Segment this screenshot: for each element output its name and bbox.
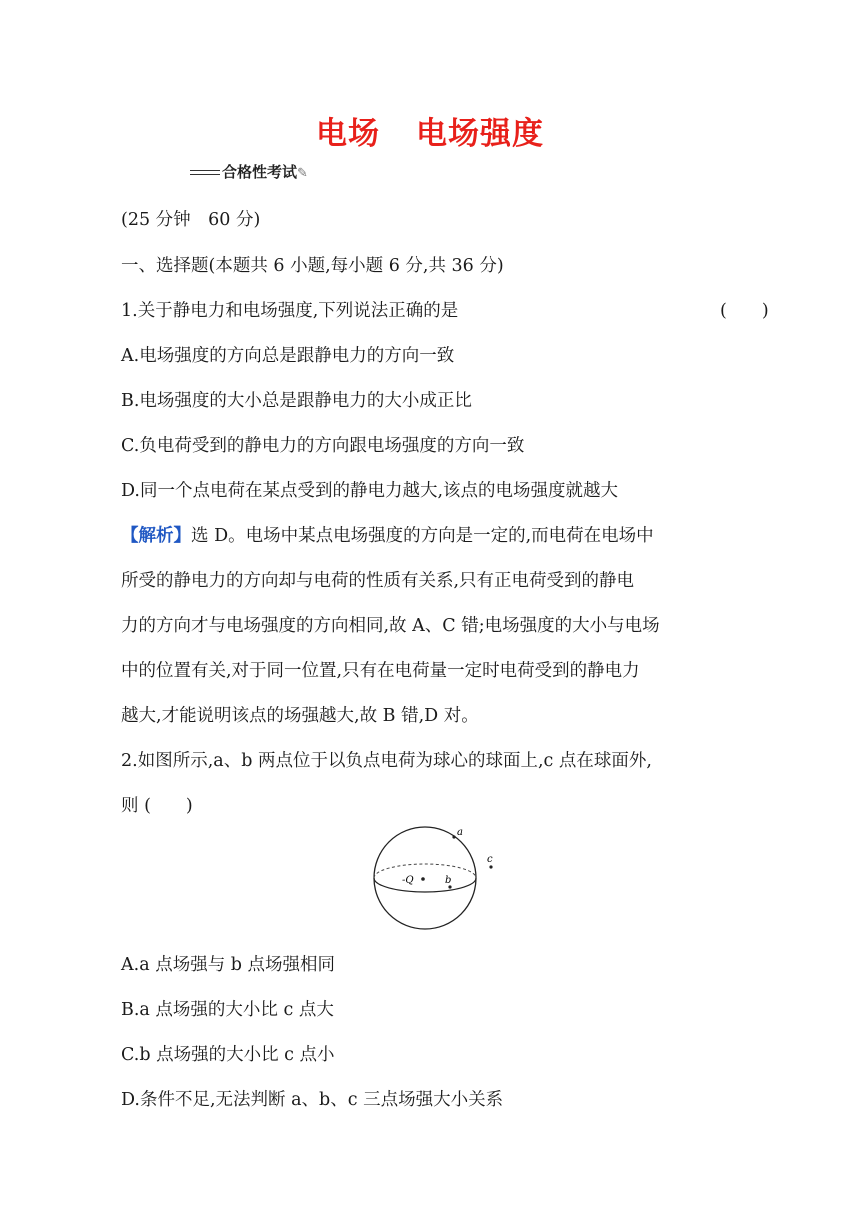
equator-back (374, 864, 476, 878)
analysis-text: 选 D。电场中某点电场强度的方向是一定的,而电荷在电场中 (191, 526, 654, 546)
q2-option-a: A.a 点场强与 b 点场强相同 (121, 955, 336, 975)
q2-option-c: C.b 点场强的大小比 c 点小 (121, 1045, 335, 1065)
page-title (0, 108, 860, 153)
equator-front (374, 878, 476, 892)
q1-option-c: C.负电荷受到的静电力的方向跟电场强度的方向一致 (121, 436, 525, 456)
point-c-dot (489, 865, 492, 868)
label-b: b (445, 875, 452, 886)
label-a: a (457, 827, 463, 838)
sphere-figure (370, 824, 510, 938)
q1-analysis-line-2: 所受的静电力的方向却与电荷的性质有关系,只有正电荷受到的静电 (121, 571, 635, 591)
q1-option-d: D.同一个点电荷在某点受到的静电力越大,该点的电场强度就越大 (121, 481, 619, 501)
double-dash-decoration (190, 170, 220, 175)
q2-stem-line-2: 则 ( ) (121, 796, 193, 816)
q1-option-b: B.电场强度的大小总是跟静电力的大小成正比 (121, 391, 472, 411)
sphere-outline (374, 827, 476, 929)
point-a-dot (452, 835, 455, 838)
q2-option-b: B.a 点场强的大小比 c 点大 (121, 1000, 334, 1020)
pencil-icon: ✎ (297, 166, 308, 181)
time-info: (25 分钟 60 分) (121, 210, 261, 230)
q2-option-d: D.条件不足,无法判断 a、b、c 三点场强大小关系 (121, 1090, 504, 1110)
q1-analysis-line-5: 越大,才能说明该点的场强越大,故 B 错,D 对。 (121, 706, 479, 726)
q1-option-a: A.电场强度的方向总是跟静电力的方向一致 (121, 346, 455, 366)
subtitle (190, 161, 308, 182)
sphere-diagram (370, 824, 510, 934)
subtitle-text: 合格性考试 (222, 163, 298, 181)
label-c: c (487, 854, 493, 865)
q1-analysis-line-1 (121, 522, 654, 547)
q1-stem: 1.关于静电力和电场强度,下列说法正确的是 (121, 301, 459, 321)
title-part1: 电场 (316, 116, 380, 152)
label-center: -Q (402, 875, 414, 886)
q2-stem-line-1: 2.如图所示,a、b 两点位于以负点电荷为球心的球面上,c 点在球面外, (121, 751, 652, 771)
q1-analysis-line-3: 力的方向才与电场强度的方向相同,故 A、C 错;电场强度的大小与电场 (121, 616, 660, 636)
q1-analysis-line-4: 中的位置有关,对于同一位置,只有在电荷量一定时电荷受到的静电力 (121, 661, 640, 681)
analysis-tag: 【解析】 (121, 526, 191, 546)
q1-answer-paren: ( ) (720, 301, 769, 321)
title-part2: 电场强度 (416, 116, 544, 152)
center-dot (421, 877, 425, 881)
section-heading: 一、选择题(本题共 6 小题,每小题 6 分,共 36 分) (121, 256, 504, 276)
